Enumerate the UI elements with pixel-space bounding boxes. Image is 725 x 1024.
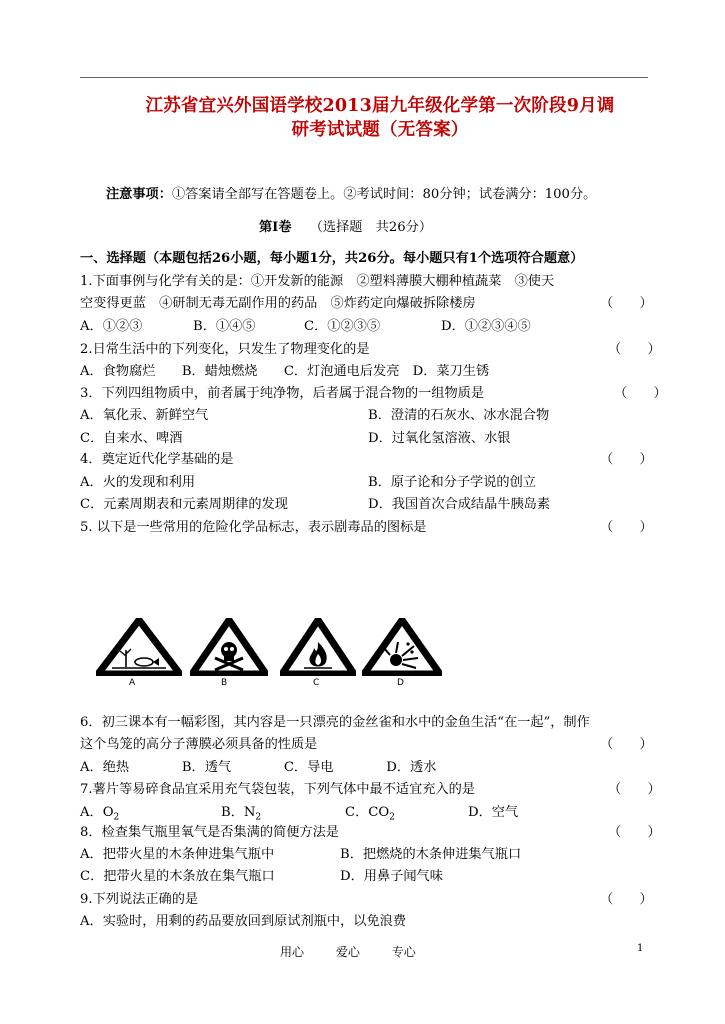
q9-answer-paren: （ ） [600, 892, 653, 907]
toxic-hazard-sign-b [190, 618, 268, 676]
sign-label-c: C [313, 678, 320, 688]
q7-option-c-text: C．CO [345, 805, 390, 820]
explosive-hazard-sign-d [362, 618, 442, 676]
notice [106, 183, 596, 202]
q3-option-d: D．过氧化氢溶液、水银 [368, 431, 511, 446]
q3-option-a: A．氧化汞、新鲜空气 [80, 408, 209, 423]
q7-option-a-text: A．O [80, 805, 114, 820]
q2-answer-paren: （ ） [608, 342, 661, 357]
q4-option-c: C．元素周期表和元素周期律的发现 [80, 497, 288, 512]
part-desc: （选择题 共26分） [309, 220, 433, 235]
q7-answer-paren: （ ） [608, 782, 661, 797]
q1-option-a: A．①②③ [80, 319, 143, 334]
footer-word-2: 爱心 [335, 945, 360, 959]
footer-word-1: 用心 [280, 945, 305, 959]
q7-option-c [345, 801, 395, 823]
q1-option-d: D．①②③④⑤ [441, 319, 531, 334]
q9-stem: 9.下列说法正确的是 [80, 892, 199, 907]
q7-option-b-text: B．N [221, 805, 256, 820]
q7-option-d: D．空气 [468, 805, 519, 820]
q6-options: A．绝热 B．透气 C．导电 D．透水 [80, 760, 437, 775]
skull-crossbones-icon [215, 642, 243, 670]
q4-option-a: A．火的发现和利用 [80, 475, 196, 490]
q8-stem: 8．检查集气瓶里氧气是否集满的简便方法是 [80, 825, 339, 840]
q5-answer-paren: （ ） [600, 520, 653, 535]
q3-stem: 3．下列四组物质中，前者属于纯净物，后者属于混合物的一组物质是 [80, 386, 485, 401]
q4-stem: 4．奠定近代化学基础的是 [80, 452, 234, 467]
header-rule [80, 77, 648, 78]
q5-stem: 5. 以下是一些常用的危险化学品标志，表示剧毒品的图标是 [80, 520, 427, 535]
q7-option-c-subscript: 2 [389, 812, 395, 823]
q8-option-d: D．用鼻子闻气味 [340, 869, 443, 884]
fish-icon [135, 658, 159, 666]
q8-option-b: B．把燃烧的木条伸进集气瓶口 [340, 847, 522, 862]
q8-option-c: C．把带火星的木条放在集气瓶口 [80, 869, 275, 884]
notice-text: ①答案请全部写在答题卷上。②考试时间：80分钟；试卷满分：100分。 [171, 187, 597, 202]
section-heading: 一、选择题（本题包括26小题，每小题1分，共26分。每小题只有1个选项符合题意） [80, 251, 584, 266]
q6-line1: 6．初三课本有一幅彩图，其内容是一只漂亮的金丝雀和水中的金鱼生活“在一起”，制作 [80, 715, 590, 730]
page-number: 1 [637, 943, 644, 954]
q9-option-a: A．实验时，用剩的药品要放回到原试剂瓶中，以免浪费 [80, 914, 407, 929]
part-label: 第Ⅰ卷 [259, 220, 292, 235]
footer-word-3: 专心 [391, 945, 416, 959]
q7-option-a-subscript: 2 [113, 812, 120, 823]
flame-icon [310, 642, 327, 667]
q4-answer-paren: （ ） [600, 452, 653, 467]
q2-stem: 2.日常生活中的下列变化，只发生了物理变化的是 [80, 342, 370, 357]
q4-option-d: D．我国首次合成结晶牛胰岛素 [368, 497, 551, 512]
q1-line1: 1.下面事例与化学有关的是：①开发新的能源 ②塑料薄膜大棚种植蔬菜 ③使天 [80, 274, 555, 289]
page-title-line1: 江苏省宜兴外国语学校2013届九年级化学第一次阶段9月调 [145, 96, 615, 116]
explosion-icon [384, 642, 418, 668]
page-footer [280, 943, 444, 960]
q3-option-c: C．自来水、啤酒 [80, 431, 183, 446]
q6-answer-paren: （ ） [600, 737, 653, 752]
flammable-hazard-sign-c [280, 618, 356, 676]
q3-option-b: B．澄清的石灰水、冰水混合物 [368, 408, 550, 423]
q3-answer-paren: （ ） [614, 386, 667, 401]
page-title-line2: 研考试试题（无答案） [291, 120, 469, 140]
q6-line2: 这个鸟笼的高分子薄膜必须具备的性质是 [80, 737, 318, 752]
sign-label-b: B [221, 678, 228, 688]
q7-option-b [221, 801, 261, 823]
q1-line2: 空变得更蓝 ④研制无毒无副作用的药品 ⑤炸药定向爆破拆除楼房 [80, 296, 476, 311]
q1-option-c: C．①②③⑤ [304, 319, 381, 334]
q7-option-b-subscript: 2 [255, 812, 262, 823]
q8-option-a: A．把带火星的木条伸进集气瓶中 [80, 847, 275, 862]
q7-option-a [80, 801, 119, 823]
q1-answer-paren: （ ） [600, 296, 653, 311]
toxic-hazard-sign-a [96, 618, 182, 676]
q8-answer-paren: （ ） [608, 825, 661, 840]
sign-label-d: D [397, 678, 404, 688]
q4-option-b: B．原子论和分子学说的创立 [368, 475, 536, 490]
q2-options: A．食物腐烂 B．蜡烛燃烧 C．灯泡通电后发亮 D．菜刀生锈 [80, 364, 490, 379]
q7-stem: 7.薯片等易碎食品宜采用充气袋包装，下列气体中最不适宜充入的是 [80, 782, 476, 797]
notice-label: 注意事项： [106, 187, 172, 202]
sign-label-a: A [129, 678, 136, 688]
dead-tree-icon [120, 649, 131, 667]
part-heading [259, 216, 432, 235]
q1-option-b: B．①④⑤ [193, 319, 256, 334]
